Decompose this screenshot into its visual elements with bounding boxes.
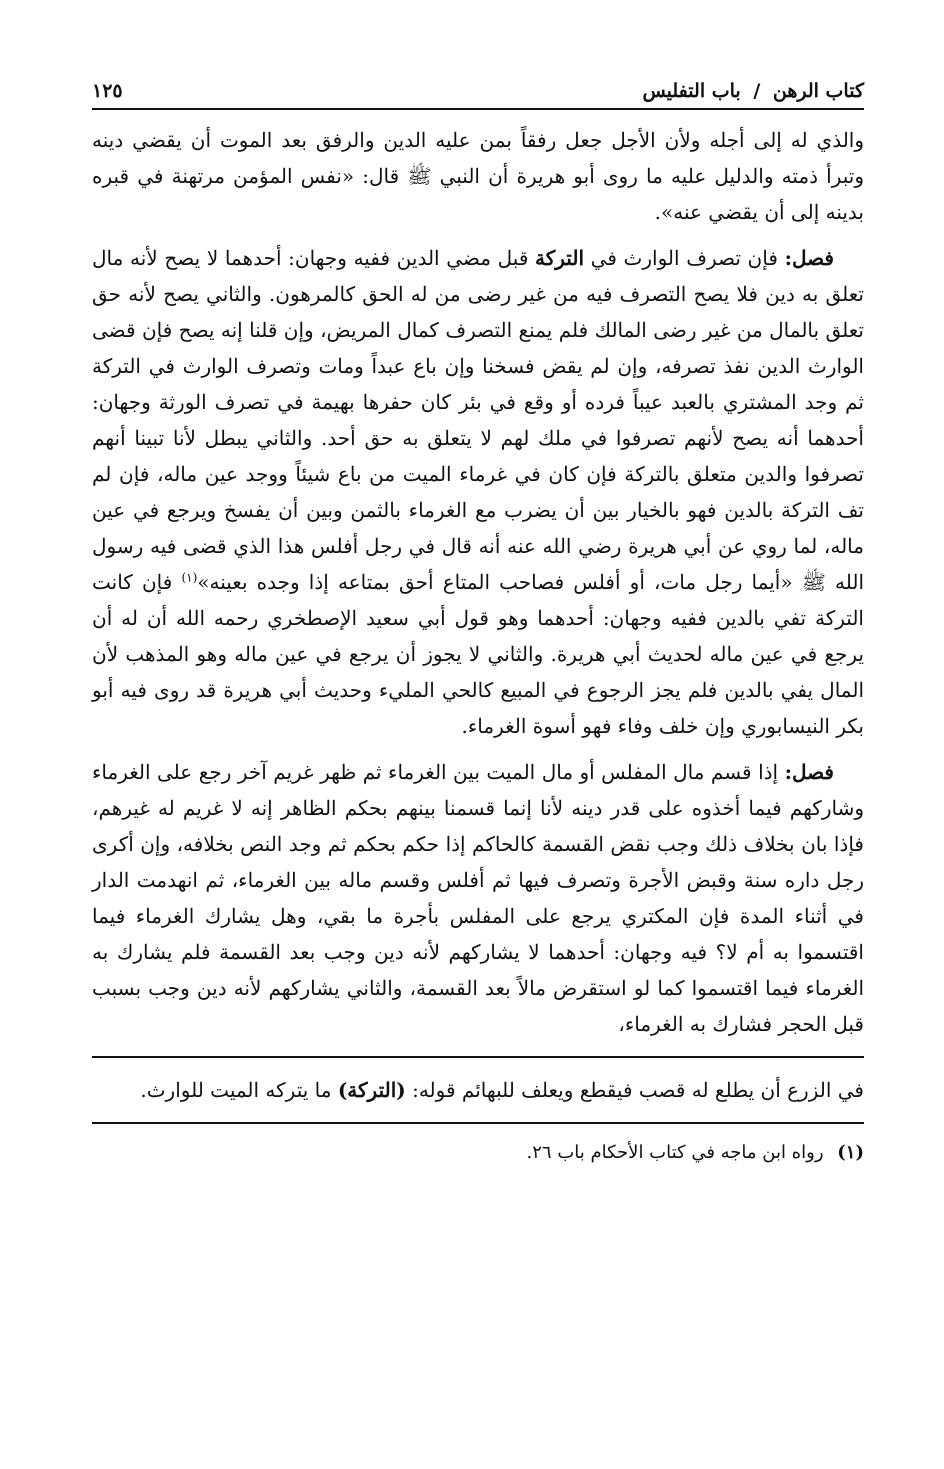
gloss-text-b: ما يتركه الميت للوارث. [140, 1078, 332, 1102]
paragraph-2-text-b: قبل مضي الدين ففيه وجهان: أحدهما لا يصح لأنه مال تعلق به دين فلا يصح التصرف فيه من غير رضى من له الحق كالمرهون. والثاني يصح لأنه حق تعلق بالمال من غير رضى المالك فلم يمنع التصرف كمال المريض، وإن قلنا إنه يصح فإن قضى الوارث الدين نفذ تصرفه، وإن لم يقض فسخنا وإن باع عبداً ومات وتصرف الوارث في التركة ثم وجد المشتري بالعبد عيباً فرده أو وقع في بئر كان حفرها بهيمة في تصرف الورثة وجهان: أحدهما أنه يصح لأنهم تصرفوا في ملك لهم لا يتعلق به حق أحد. والثاني يبطل لأنا تبينا أنهم تصرفوا والدين متعلق بالتركة فإن كان في غرماء الميت من باع شيئاً ووجد عين ماله، فإن لم تف التركة بالدين فهو بالخيار بين أن يضرب مع الغرماء بالثمن وبين أن يفسخ ويرجع في عين ماله، لما روي عن أبي هريرة رضي الله عنه أنه قال في رجل أفلس هذا الذي قضى فيه رسول الله ﷺ «أيما رجل مات، أو أفلس فصاحب المتاع أحق بمتاعه إذا وجده بعينه» [92, 246, 865, 594]
paragraph-3-text: إذا قسم مال المفلس أو مال الميت بين الغرماء ثم ظهر غريم آخر رجع على الغرماء وشاركهم فيما أخذوه على قدر دينه لأنا إنما قسمنا بينهم بحكم الظاهر إنه لا غريم له غيرهم، فإذا بان بخلاف ذلك وجب نقض القسمة كالحاكم إذا حكم بحكم ثم وجد النص بخلافه، وإن أكرى رجل داره سنة وقبض الأجرة وتصرف فيها ثم أفلس وقسم ماله بين الغرماء، ثم انهدمت الدار في أثناء المدة فإن المكتري يرجع على المفلس بأجرة ما بقي، وهل يشارك الغرماء فيما اقتسموا به أم لا؟ فيه وجهان: أحدهما لا يشاركهم لأنه دين وجب بعد القسمة فلم يشارك به الغرماء فيما اقتسموا كما لو استقرض مالاً بعد القسمة، والثاني يشاركهم لأنه دين وجب بسبب قبل الحجر فشارك به الغرماء، [92, 760, 864, 1036]
chapter-title: باب التفليس [642, 80, 741, 102]
gloss-text-a: في الزرع أن يطلع له قصب فيقطع ويعلف للبهائم قوله: [412, 1078, 864, 1102]
footnote-divider [92, 1122, 864, 1124]
footnote-number: (١) [837, 1142, 864, 1163]
title-separator: / [753, 80, 761, 102]
footnotes [92, 1138, 864, 1168]
gloss-section [92, 1072, 864, 1108]
page-number: ١٢٥ [92, 80, 123, 102]
book-page [92, 80, 864, 1168]
footnote-1 [92, 1138, 864, 1168]
paragraph-3 [92, 754, 864, 1042]
gloss-paragraph [92, 1072, 864, 1108]
footnote-text: رواه ابن ماجه في كتاب الأحكام باب ٢٦. [526, 1142, 824, 1163]
gloss-term: (التركة) [337, 1078, 406, 1102]
section-marker: فصل: [784, 760, 834, 784]
gloss-divider [92, 1056, 864, 1058]
paragraph-2 [92, 240, 864, 744]
main-text [92, 122, 864, 1042]
running-title [642, 80, 864, 102]
paragraph-2-text-a: فإن تصرف الوارث في [590, 246, 778, 270]
book-title: كتاب الرهن [772, 80, 864, 102]
footnote-reference[interactable]: (١) [181, 570, 198, 585]
section-marker: فصل: [784, 246, 834, 270]
paragraph-2-text-c: فإن كانت التركة تفي بالدين ففيه وجهان: أحدهما وهو قول أبي سعيد الإصطخري رحمه الله أن له أن يرجع في عين ماله لحديث أبي هريرة. والثاني لا يجوز أن يرجع في عين ماله وهو المذهب لأن المال يفي بالدين فلم يجز الرجوع في المبيع كالحي المليء وحديث أبي هريرة قد روى فيه أبو بكر النيسابوري وإن خلف وفاء فهو أسوة الغرماء. [92, 570, 864, 738]
paragraph-1: والذي له إلى أجله ولأن الأجل جعل رفقاً بمن عليه الدين والرفق بعد الموت أن يقضي دينه وتبرأ ذمته والدليل عليه ما روى أبو هريرة أن النبي ﷺ قال: «نفس المؤمن مرتهنة في قبره بدينه إلى أن يقضي عنه». [92, 128, 864, 224]
running-head [92, 80, 864, 110]
bold-term: التركة [535, 246, 584, 270]
